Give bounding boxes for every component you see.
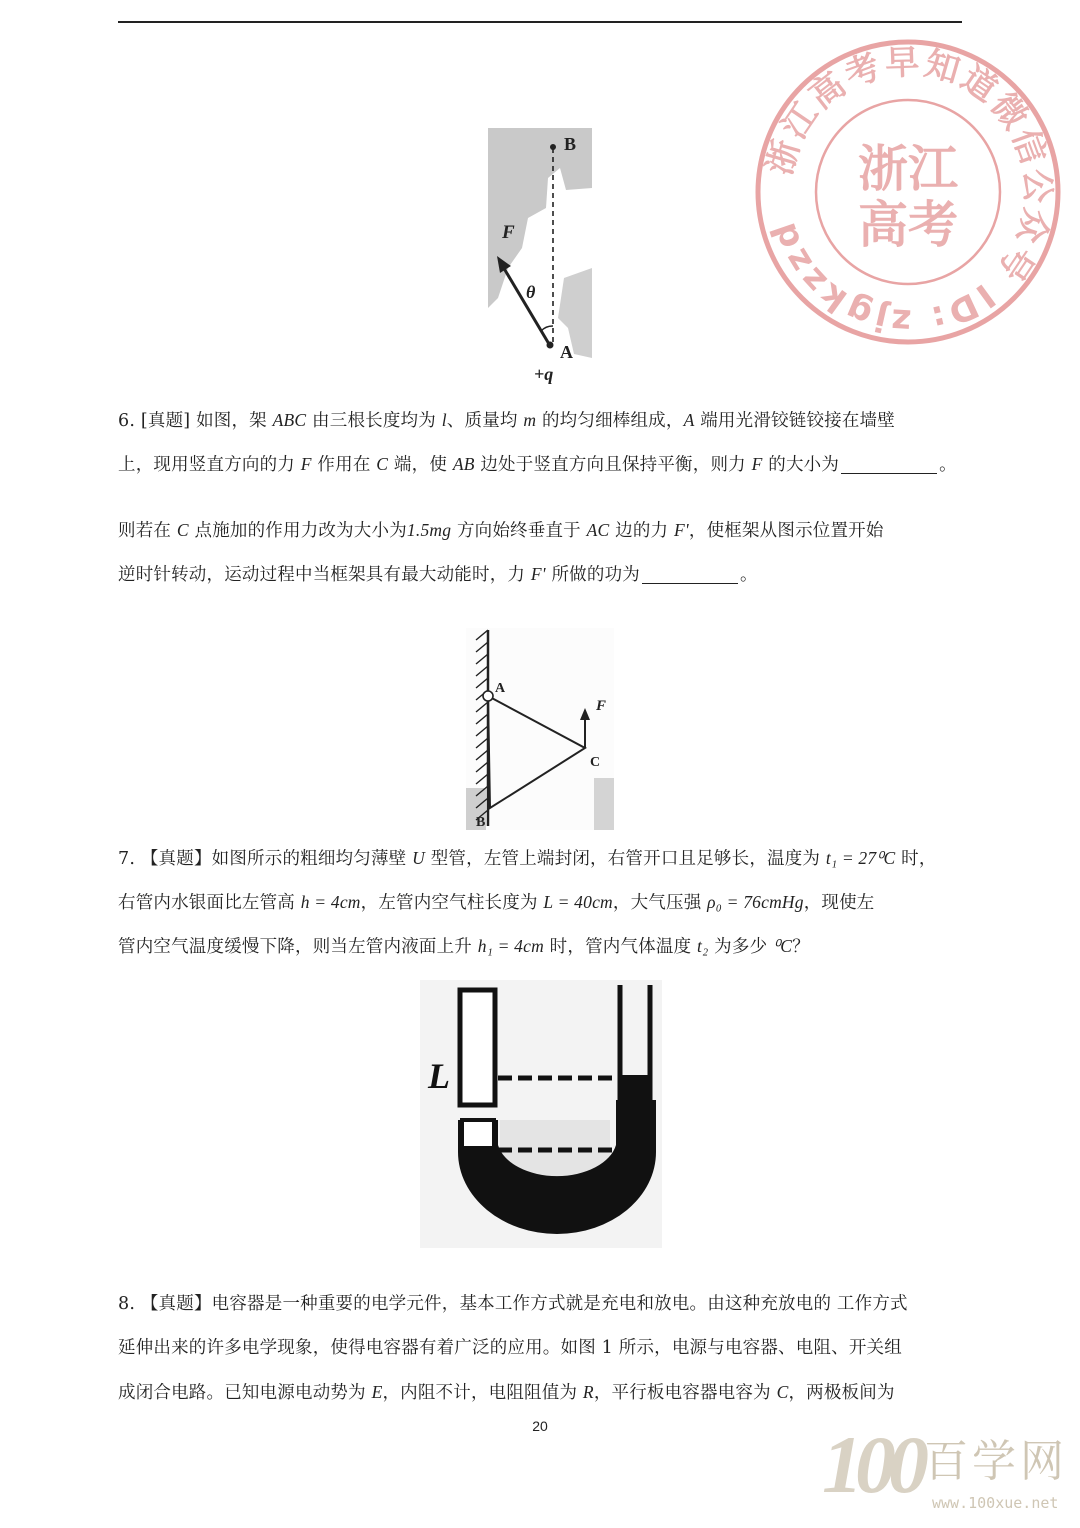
hinge-a: [483, 691, 493, 701]
left-tube-closed: [460, 990, 495, 1105]
page-number: 20: [532, 1418, 548, 1434]
stamp-ring-text: 浙江高考早知道微信公众号 ID: zjgkzzd: [759, 42, 1058, 342]
figure-charge-force: [488, 128, 592, 396]
q6-line4: 逆时针转动，运动过程中当框架具有最大动能时，力 F' 所做的功为 。: [118, 564, 758, 585]
q7-line3: 管内空气温度缓慢下降，则当左管内液面上升 h₁ = 4cm 时，管内气体温度 t₂ 为多少 ⁰C？: [118, 936, 810, 957]
answer-blank-1[interactable]: [841, 453, 937, 474]
q6-line3: 则若在 C 点施加的作用力改为大小为1.5mg 方向始终垂直于 AC 边的力 F'，使框架从图示位置开始: [118, 520, 884, 541]
question-7: [118, 836, 968, 968]
header-rule: [118, 21, 962, 23]
stamp-center-line2: 高考: [858, 196, 958, 254]
q7-line1: 7. 【真题】如图所示的粗细均匀薄壁 U 型管，左管上端封闭，右管开口且足够长，温度为 t₁ = 27⁰C 时，: [118, 848, 937, 869]
q7-line2: 右管内水银面比左管高 h = 4cm，左管内空气柱长度为 L = 40cm，大气压强 ρ₀ = 76cmHg，现使左: [118, 892, 875, 913]
label-f: F: [596, 698, 607, 714]
q8-line2: 延伸出来的许多电学现象，使得电容器有着广泛的应用。如图 1 所示，电源与电容器、电阻、开关组: [118, 1338, 902, 1358]
label-a: A: [560, 342, 573, 362]
logo-number: 100: [822, 1420, 921, 1510]
label-f: F: [502, 222, 515, 243]
figure-triangle-frame: [466, 628, 614, 830]
q8-line3: 成闭合电路。已知电源电动势为 E，内阻不计，电阻阻值为 R，平行板电容器电容为 C，两极板间为: [118, 1382, 895, 1403]
question-8: [118, 1282, 968, 1414]
point-a: [547, 342, 554, 349]
label-l: L: [428, 1056, 450, 1096]
figure-u-tube: [420, 980, 662, 1248]
answer-blank-2[interactable]: [642, 563, 738, 584]
q6-line1: 6. [真题] 如图，架 ABC 由三根长度均为 l、质量均 m 的均匀细棒组成，A 端用光滑铰链铰接在墙壁: [118, 410, 895, 431]
label-c: C: [590, 755, 601, 770]
watermark-stamp: [752, 36, 1064, 348]
stamp-center-line1: 浙江: [858, 140, 958, 198]
site-logo: [820, 1420, 1075, 1520]
label-b: B: [564, 134, 577, 154]
label-a: A: [495, 681, 506, 696]
logo-url: www.100xue.net: [932, 1494, 1059, 1512]
logo-name: 百学网: [924, 1436, 1068, 1487]
label-b: B: [476, 815, 486, 830]
question-6-part2: [118, 508, 968, 596]
question-6: [118, 398, 968, 486]
label-theta: θ: [526, 282, 536, 302]
point-b: [550, 144, 556, 150]
left-tube-lower-opening: [462, 1120, 494, 1148]
q6-line2: 上，现用竖直方向的力 F 作用在 C 端，使 AB 边处于竖直方向且保持平衡，则力 F 的大小为 。: [118, 454, 957, 475]
label-q: +q: [534, 364, 554, 384]
q8-line1: 8. 【真题】电容器是一种重要的电学元件，基本工作方式就是充电和放电。由这种充放电的 工作方式: [118, 1294, 908, 1314]
